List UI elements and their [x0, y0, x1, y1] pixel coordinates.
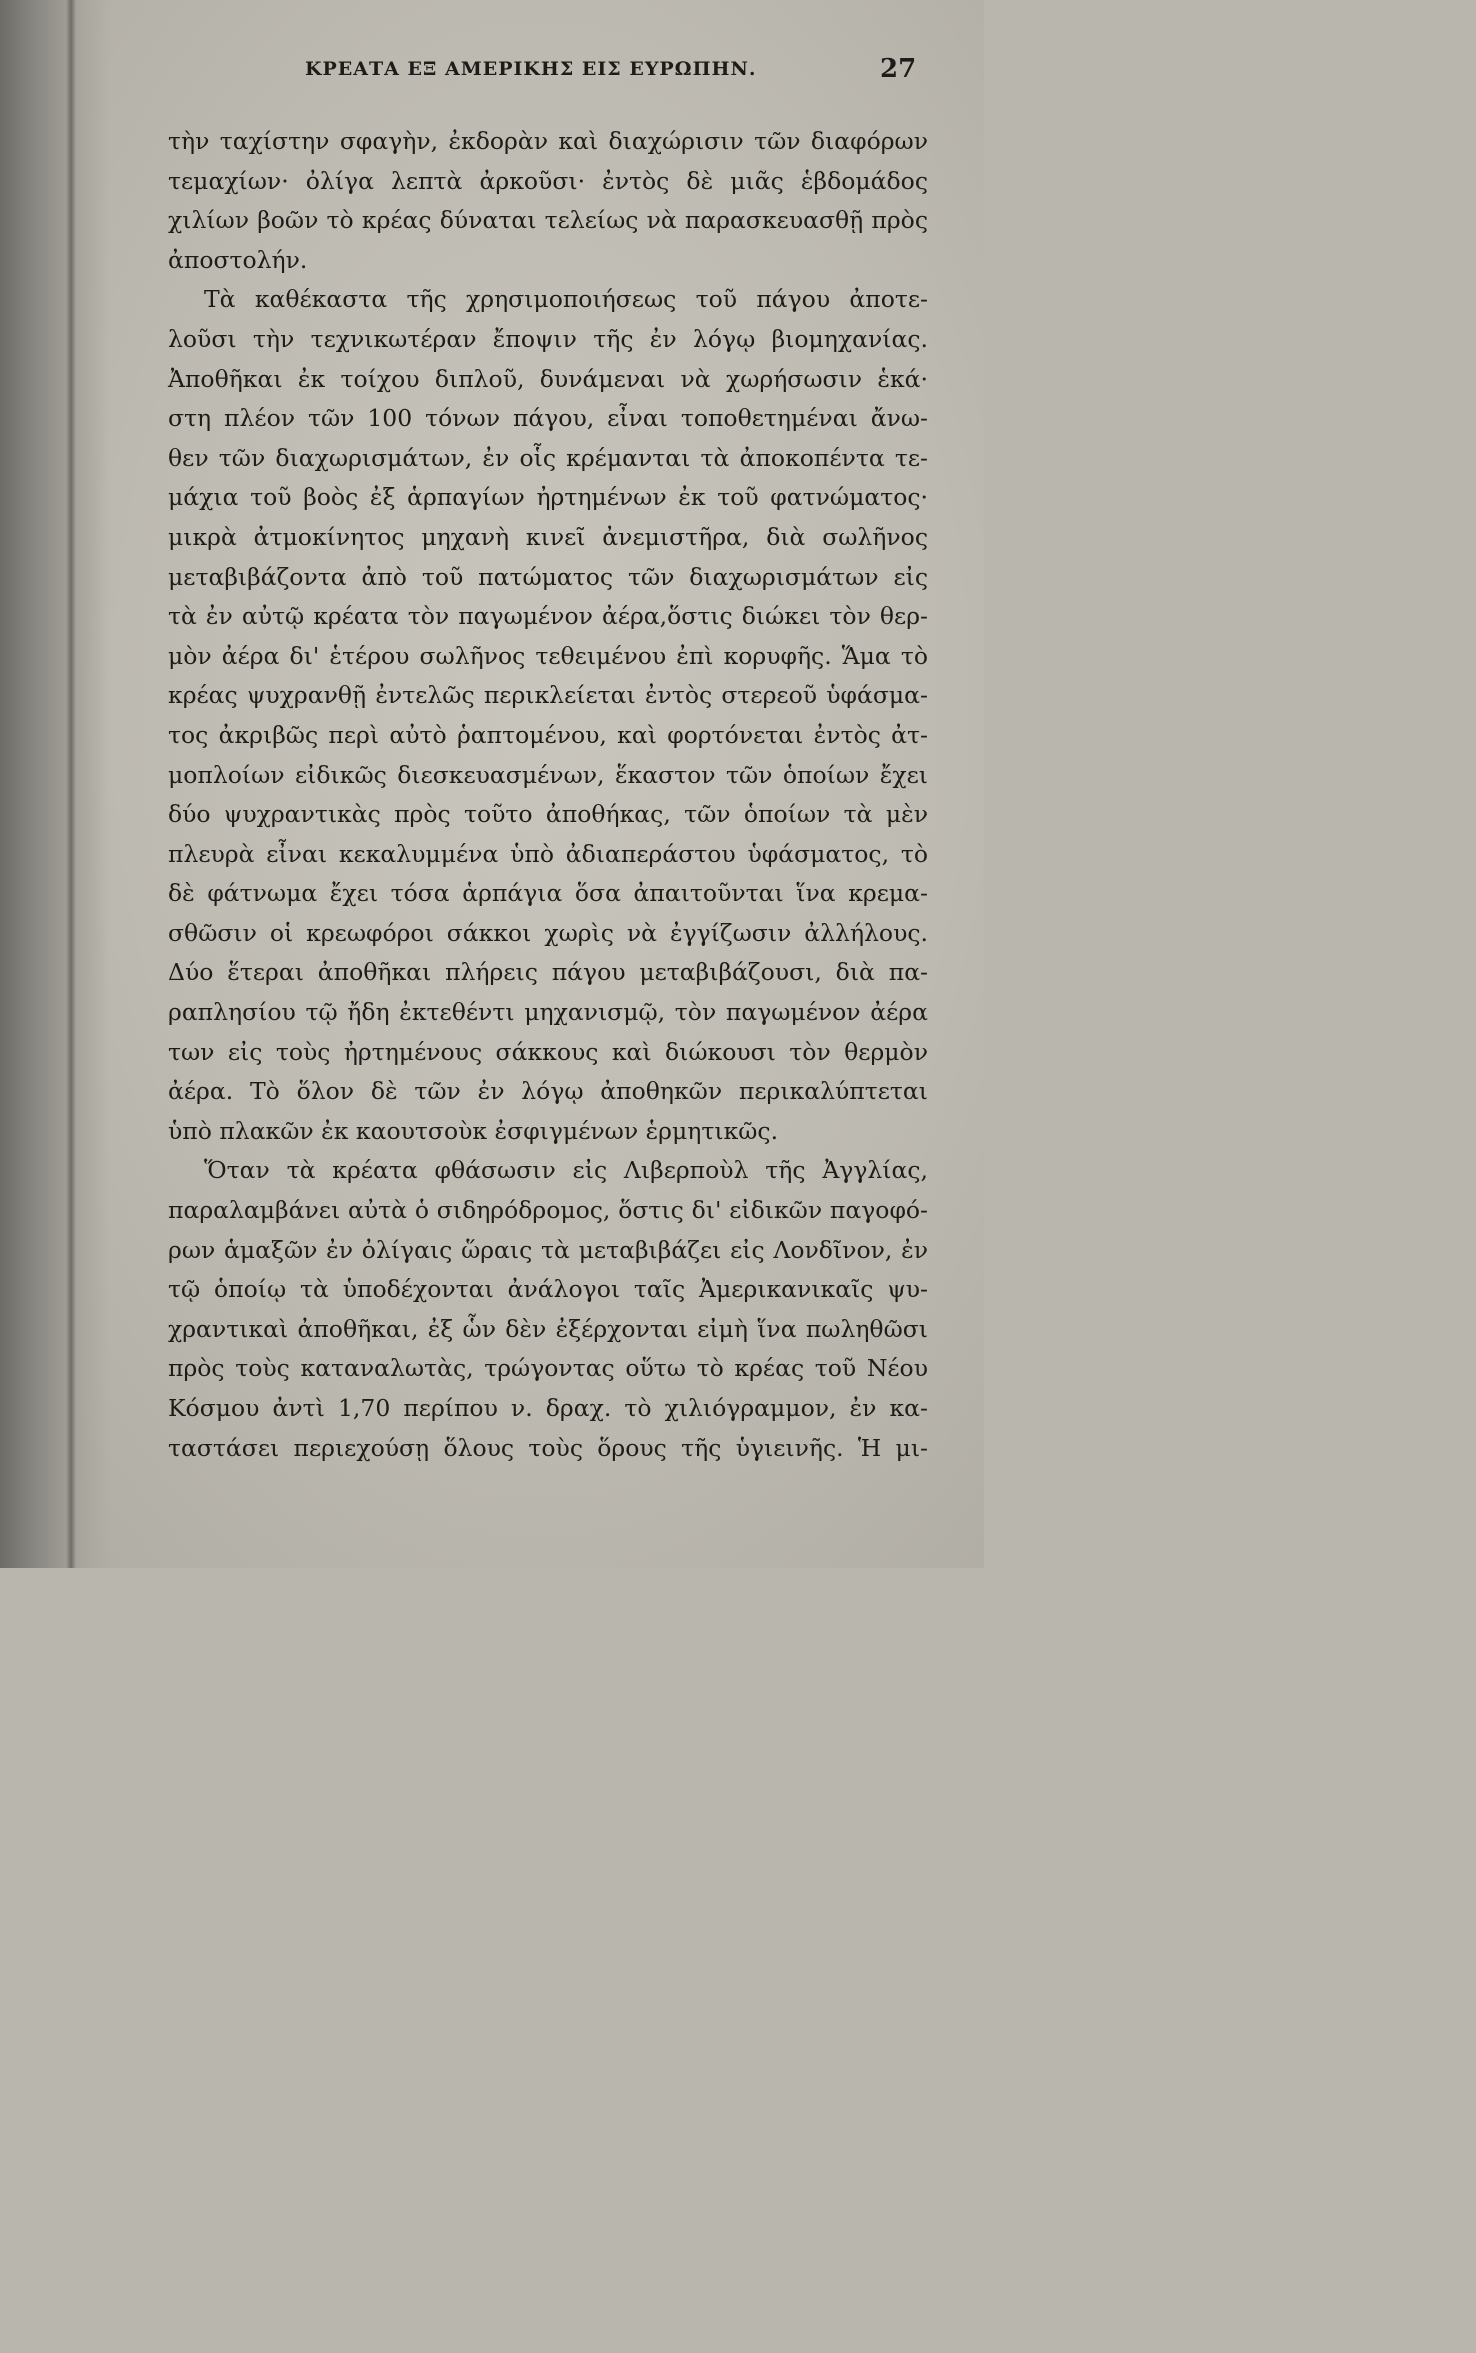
- page-number: 27: [880, 54, 917, 84]
- text-line: κρέας ψυχρανθῇ ἐντελῶς περικλείεται ἐντὸς στερεοῦ ὑφάσμα-: [168, 681, 928, 710]
- text-line: ὑπὸ πλακῶν ἐκ καουτσοὺκ ἐσφιγμένων ἑρμητικῶς.: [168, 1116, 779, 1145]
- text-line: μὸν ἀέρα δι' ἑτέρου σωλῆνος τεθειμένου ἐπὶ κορυφῆς. Ἅμα τὸ: [168, 641, 928, 670]
- text-line: χιλίων βοῶν τὸ κρέας δύναται τελείως νὰ παρασκευασθῇ πρὸς: [168, 206, 928, 235]
- text-line: σθῶσιν οἱ κρεωφόροι σάκκοι χωρὶς νὰ ἐγγίζωσιν ἀλλήλους.: [168, 918, 928, 947]
- text-line: ταστάσει περιεχούσῃ ὅλους τοὺς ὅρους τῆς ὑγιεινῆς. Ἡ μι-: [168, 1433, 928, 1462]
- text-line: μικρὰ ἀτμοκίνητος μηχανὴ κινεῖ ἀνεμιστῆρα, διὰ σωλῆνος: [168, 522, 928, 551]
- body-text: [168, 122, 928, 1468]
- book-page: [0, 0, 984, 1568]
- text-line: ρων ἁμαξῶν ἐν ὀλίγαις ὥραις τὰ μεταβιβάζει εἰς Λονδῖνον, ἐν: [168, 1235, 928, 1264]
- text-line: ραπλησίου τῷ ἤδη ἐκτεθέντι μηχανισμῷ, τὸν παγωμένον ἀέρα: [168, 998, 928, 1027]
- text-line: θεν τῶν διαχωρισμάτων, ἐν οἷς κρέμανται τὰ ἀποκοπέντα τε-: [168, 443, 928, 472]
- text-line: τὰ ἐν αὐτῷ κρέατα τὸν παγωμένον ἀέρα,ὅστις διώκει τὸν θερ-: [168, 602, 928, 631]
- text-line: λοῦσι τὴν τεχνικωτέραν ἔποψιν τῆς ἐν λόγῳ βιομηχανίας.: [168, 324, 928, 353]
- text-line: ἀποστολήν.: [168, 245, 308, 274]
- text-line: δύο ψυχραντικὰς πρὸς τοῦτο ἀποθήκας, τῶν ὁποίων τὰ μὲν: [168, 800, 928, 829]
- running-header: ΚΡΕΑΤΑ ΕΞ ΑΜΕΡΙΚΗΣ ΕΙΣ ΕΥΡΩΠΗΝ.: [305, 58, 757, 80]
- text-line: τεμαχίων· ὀλίγα λεπτὰ ἀρκοῦσι· ἐντὸς δὲ μιᾶς ἑβδομάδος: [168, 166, 928, 195]
- binding-gutter-shadow: [0, 0, 110, 1568]
- text-line: Ἀποθῆκαι ἐκ τοίχου διπλοῦ, δυνάμεναι νὰ χωρήσωσιν ἑκά·: [168, 364, 928, 393]
- text-line: τος ἀκριβῶς περὶ αὐτὸ ῥαπτομένου, καὶ φορτόνεται ἐντὸς ἀτ-: [168, 720, 928, 749]
- text-line: τῷ ὁποίῳ τὰ ὑποδέχονται ἀνάλογοι ταῖς Ἀμερικανικαῖς ψυ-: [168, 1275, 928, 1304]
- paragraph-start-line: Τὰ καθέκαστα τῆς χρησιμοποιήσεως τοῦ πάγου ἀποτε-: [204, 285, 928, 314]
- text-line: Δύο ἕτεραι ἀποθῆκαι πλήρεις πάγου μεταβιβάζουσι, διὰ πα-: [168, 958, 928, 987]
- text-line: μάχια τοῦ βοὸς ἐξ ἁρπαγίων ἠρτημένων ἐκ τοῦ φατνώματος·: [168, 483, 928, 512]
- text-line: τὴν ταχίστην σφαγὴν, ἐκδορὰν καὶ διαχώρισιν τῶν διαφόρων: [168, 127, 928, 155]
- text-line: πλευρὰ εἶναι κεκαλυμμένα ὑπὸ ἀδιαπεράστου ὑφάσματος, τὸ: [168, 839, 928, 868]
- text-line: δὲ φάτνωμα ἔχει τόσα ἁρπάγια ὅσα ἀπαιτοῦνται ἵνα κρεμα-: [168, 879, 928, 908]
- text-line: ἀέρα. Τὸ ὅλον δὲ τῶν ἐν λόγῳ ἀποθηκῶν περικαλύπτεται: [168, 1077, 928, 1106]
- binding-gutter-line: [66, 0, 76, 1568]
- text-line: στη πλέον τῶν 100 τόνων πάγου, εἶναι τοποθετημέναι ἄνω-: [168, 404, 928, 433]
- text-line: χραντικαὶ ἀποθῆκαι, ἐξ ὧν δὲν ἐξέρχονται εἰμὴ ἵνα πωληθῶσι: [168, 1314, 928, 1343]
- paragraph-start-line: Ὅταν τὰ κρέατα φθάσωσιν εἰς Λιβερποὺλ τῆς Ἀγγλίας,: [204, 1156, 928, 1185]
- text-line: μεταβιβάζοντα ἀπὸ τοῦ πατώματος τῶν διαχωρισμάτων εἰς: [168, 562, 928, 591]
- text-line: Κόσμου ἀντὶ 1,70 περίπου ν. δραχ. τὸ χιλιόγραμμον, ἐν κα-: [168, 1394, 928, 1422]
- text-line: μοπλοίων εἰδικῶς διεσκευασμένων, ἕκαστον τῶν ὁποίων ἔχει: [168, 760, 928, 789]
- text-line: των εἰς τοὺς ἠρτημένους σάκκους καὶ διώκουσι τὸν θερμὸν: [168, 1037, 928, 1066]
- text-line: παραλαμβάνει αὐτὰ ὁ σιδηρόδρομος, ὅστις δι' εἰδικῶν παγοφό-: [168, 1196, 928, 1225]
- text-line: πρὸς τοὺς καταναλωτὰς, τρώγοντας οὕτω τὸ κρέας τοῦ Νέου: [168, 1354, 928, 1383]
